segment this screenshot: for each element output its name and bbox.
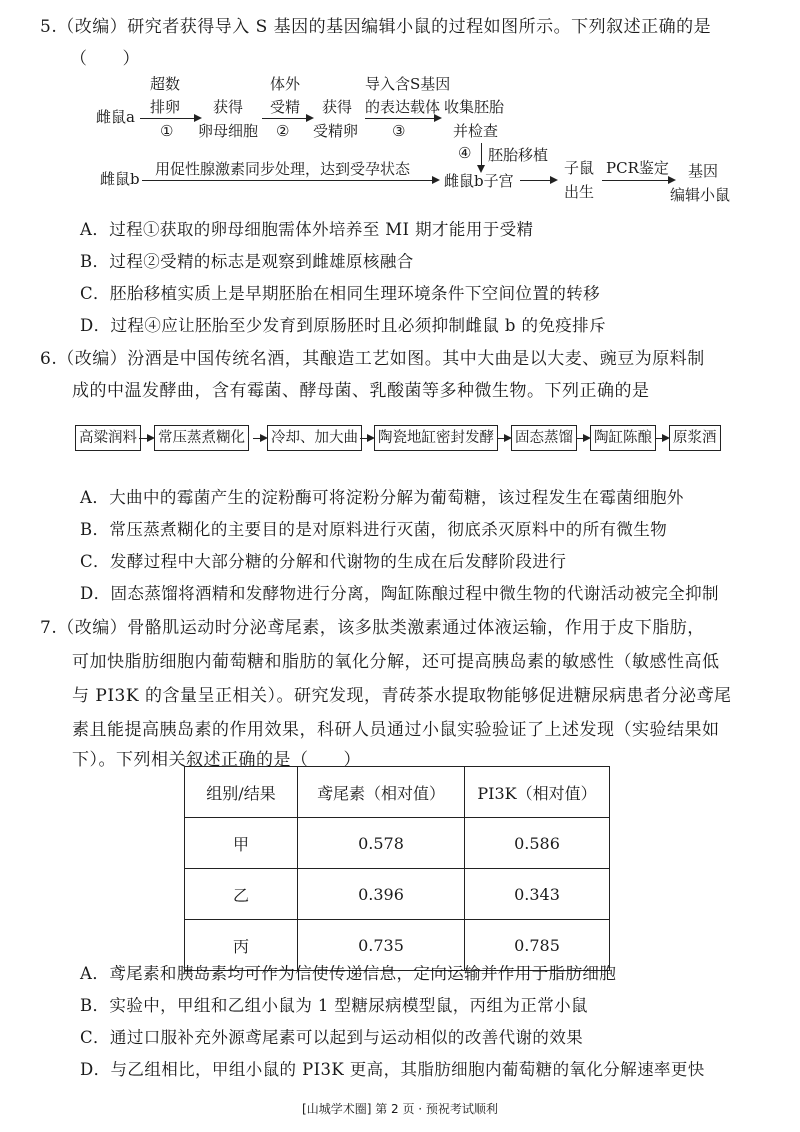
process-arrow-2	[253, 438, 266, 439]
flow-step4-label: 胚胎移植	[488, 146, 549, 164]
q6-option-b: B．常压蒸煮糊化的主要目的是对原料进行灭菌，彻底杀灭原料中的所有微生物	[80, 520, 668, 539]
q5-option-c: C．胚胎移植实质上是早期胚胎在相同生理环境条件下空间位置的转移	[80, 284, 601, 303]
q6-stem-line2: 成的中温发酵曲，含有霉菌、酵母菌、乳酸菌等多种微生物。下列正确的是	[72, 381, 650, 401]
flow-step5-label: PCR鉴定	[606, 159, 669, 177]
flow-start-b: 雌鼠b	[100, 170, 140, 188]
flow-step3-label2: 的表达载体	[365, 98, 441, 116]
flow-arrow-4	[481, 143, 482, 171]
flow-step1-label2: 排卵	[150, 98, 181, 116]
q6-option-a: A．大曲中的霉菌产生的淀粉酶可将淀粉分解为葡萄糖，该过程发生在霉菌细胞外	[80, 488, 684, 507]
table-cell: 0.578	[298, 818, 465, 869]
q7-stem-line5: 下）。下列相关叙述正确的是（ ）	[72, 750, 361, 770]
q7-option-a: A．鸢尾素和胰岛素均可作为信使传递信息，定向运输并作用于脂肪细胞	[80, 964, 617, 983]
flow-arrow-1	[140, 118, 200, 119]
q7-stem-line1: 7.（改编）骨骼肌运动时分泌鸢尾素，该多肽类激素通过体液运输，作用于皮下脂肪，	[40, 618, 705, 638]
flow-node5-line2: 出生	[564, 183, 595, 201]
table-cell: 0.785	[465, 920, 610, 971]
flow-node2-b: 受精卵	[313, 122, 359, 140]
q5-stem-line2: （ ）	[70, 49, 140, 69]
process-arrow-3	[360, 438, 373, 439]
flow-step2-label1: 体外	[270, 75, 301, 93]
table-cell: 丙	[185, 920, 298, 971]
q6-stem-line1: 6.（改编）汾酒是中国传统名酒，其酿造工艺如图。其中大曲是以大麦、豌豆为原料制	[40, 349, 705, 369]
table-cell: 0.586	[465, 818, 610, 869]
flow-arrow-2	[262, 118, 312, 119]
q7-option-c: C．通过口服补充外源鸢尾素可以起到与运动相似的改善代谢的效果	[80, 1028, 584, 1047]
table-cell: 0.735	[298, 920, 465, 971]
table-cell: 乙	[185, 869, 298, 920]
flow-node2: 获得	[322, 98, 353, 116]
q5-stem-line1: 5.（改编）研究者获得导入 S 基因的基因编辑小鼠的过程如图所示。下列叙述正确的是	[40, 17, 712, 37]
table-header-cell: PI3K（相对值）	[465, 767, 610, 818]
flow-arrow-5	[520, 180, 556, 181]
flow-node6-line1: 基因	[688, 162, 719, 180]
q7-option-b: B．实验中，甲组和乙组小鼠为 1 型糖尿病模型鼠，丙组为正常小鼠	[80, 996, 588, 1015]
flow-arrow-6	[602, 180, 674, 181]
table-cell: 0.396	[298, 869, 465, 920]
process-step-4: 陶瓷地缸密封发酵	[374, 425, 498, 451]
flow-long-arrow-label: 用促性腺激素同步处理，达到受孕状态	[155, 160, 411, 178]
table-row	[185, 869, 610, 920]
process-step-6: 陶缸陈酿	[590, 425, 656, 451]
q5-option-d: D．过程④应让胚胎至少发育到原肠胚时且必须抑制雌鼠 b 的免疫排斥	[80, 316, 606, 335]
process-arrow-5	[576, 438, 589, 439]
process-step-3: 冷却、加大曲	[267, 425, 362, 451]
q7-stem-line2: 可加快脂肪细胞内葡萄糖和脂肪的氧化分解，还可提高胰岛素的敏感性（敏感性高低	[72, 652, 720, 672]
flow-start-a: 雌鼠a	[96, 108, 135, 126]
flow-node6-line2: 编辑小鼠	[670, 186, 731, 204]
q5-option-a: A．过程①获取的卵母细胞需体外培养至 MⅠ 期才能用于受精	[80, 220, 534, 239]
table-header-cell: 鸢尾素（相对值）	[298, 767, 465, 818]
flow-node3-b: 并检查	[453, 122, 499, 140]
flow-node1-b: 卵母细胞	[198, 122, 259, 140]
table-header-row	[185, 767, 610, 818]
flow-step3-label1: 导入含S基因	[365, 75, 451, 93]
table-cell: 甲	[185, 818, 298, 869]
table-header-cell: 组别/结果	[185, 767, 298, 818]
process-arrow-4	[497, 438, 510, 439]
q5-option-b: B．过程②受精的标志是观察到雌雄原核融合	[80, 252, 414, 271]
flow-step2-label2: 受精	[270, 98, 301, 116]
q6-option-c: C．发酵过程中大部分糖的分解和代谢物的生成在后发酵阶段进行	[80, 552, 567, 571]
process-arrow-1	[139, 438, 153, 439]
process-step-5: 固态蒸馏	[511, 425, 577, 451]
table-cell: 0.343	[465, 869, 610, 920]
flow-node4: 雌鼠b子宫	[444, 172, 514, 190]
flow-step3-num: ③	[392, 122, 406, 140]
q7-option-d: D．与乙组相比，甲组小鼠的 PI3K 更高，其脂肪细胞内葡萄糖的氧化分解速率更快	[80, 1060, 705, 1079]
flow-step4-num: ④	[458, 144, 472, 162]
flow-step2-num: ②	[276, 122, 290, 140]
flow-node3: 收集胚胎	[444, 98, 505, 116]
page-footer: [山城学术圈] 第 2 页 · 预祝考试顺利	[302, 1102, 498, 1116]
flow-arrow-long	[142, 180, 438, 181]
process-step-1: 高粱润料	[75, 425, 141, 451]
flow-arrow-3	[365, 118, 440, 119]
q7-stem-line4: 素且能提高胰岛素的作用效果，科研人员通过小鼠实验验证了上述发现（实验结果如	[72, 720, 720, 740]
flow-step1-num: ①	[160, 122, 174, 140]
flow-step1-label1: 超数	[150, 75, 181, 93]
q6-option-d: D．固态蒸馏将酒精和发酵物进行分离，陶缸陈酿过程中微生物的代谢活动被完全抑制	[80, 584, 719, 603]
flow-node5-line1: 子鼠	[564, 159, 595, 177]
process-step-7: 原浆酒	[669, 425, 721, 451]
q7-results-table	[184, 766, 610, 971]
flow-node1: 获得	[213, 98, 244, 116]
q7-stem-line3: 与 PI3K 的含量呈正相关）。研究发现，青砖茶水提取物能够促进糖尿病患者分泌鸢尾	[72, 686, 732, 706]
table-row	[185, 818, 610, 869]
process-arrow-6	[655, 438, 668, 439]
process-step-2: 常压蒸煮糊化	[154, 425, 249, 451]
